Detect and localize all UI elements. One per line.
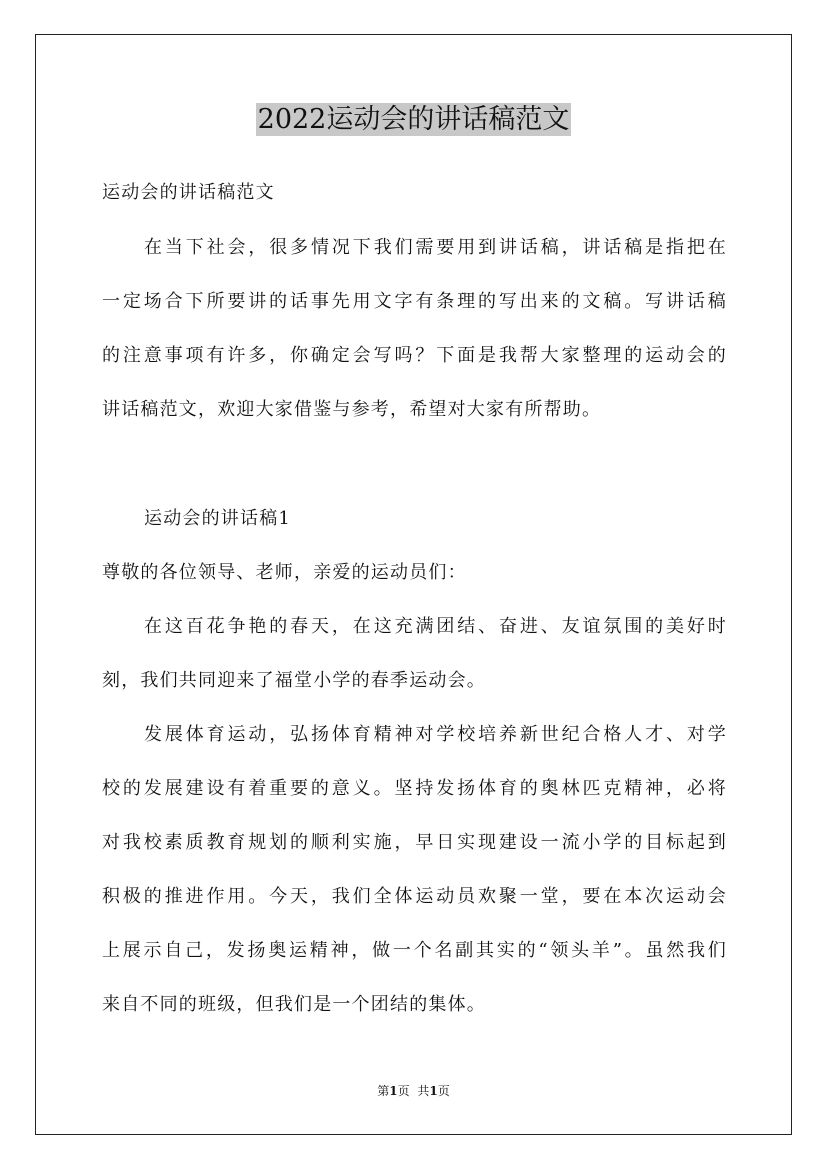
para2-line-3: 对我校素质教育规划的顺利实施，早日实现建设一流小学的目标起到 xyxy=(102,832,727,853)
para1-line-2: 刻，我们共同迎来了福堂小学的春季运动会。 xyxy=(102,670,486,691)
intro-line-2: 一定场合下所要讲的话事先用文字有条理的写出来的文稿。写讲话稿 xyxy=(102,291,727,312)
footer-page-prefix: 第 xyxy=(377,1084,390,1098)
document-title xyxy=(0,100,827,140)
footer-total-suffix: 页 xyxy=(437,1084,450,1098)
para2-line-1: 发展体育运动，弘扬体育精神对学校培养新世纪合格人才、对学 xyxy=(144,724,727,745)
para2-line-6: 来自不同的班级，但我们是一个团结的集体。 xyxy=(102,994,486,1015)
intro-line-1: 在当下社会，很多情况下我们需要用到讲话稿，讲话稿是指把在 xyxy=(144,237,727,258)
footer-total-number: 1 xyxy=(429,1084,438,1098)
para2-line-4: 积极的推进作用。今天，我们全体运动员欢聚一堂，要在本次运动会 xyxy=(102,886,727,907)
salutation: 尊敬的各位领导、老师，亲爱的运动员们： xyxy=(102,562,467,583)
intro-line-3: 的注意事项有许多，你确定会写吗？下面是我帮大家整理的运动会的 xyxy=(102,345,727,366)
para1-line-1: 在这百花争艳的春天，在这充满团结、奋进、友谊氛围的美好时 xyxy=(144,616,727,637)
footer-total-prefix: 共 xyxy=(417,1084,430,1098)
page-footer xyxy=(0,1082,827,1100)
para2-line-2: 校的发展建设有着重要的意义。坚持发扬体育的奥林匹克精神，必将 xyxy=(102,778,727,799)
section-heading: 运动会的讲话稿1 xyxy=(144,508,292,529)
para2-line-5: 上展示自己，发扬奥运精神，做一个名副其实的“领头羊”。虽然我们 xyxy=(102,940,727,961)
footer-page-number: 1 xyxy=(389,1084,398,1098)
document-title-text: 2022运动会的讲话稿范文 xyxy=(257,104,570,135)
intro-line-4: 讲话稿范文，欢迎大家借鉴与参考，希望对大家有所帮助。 xyxy=(102,399,602,420)
footer-page-suffix: 页 xyxy=(397,1084,410,1098)
document-subtitle: 运动会的讲话稿范文 xyxy=(102,182,275,203)
